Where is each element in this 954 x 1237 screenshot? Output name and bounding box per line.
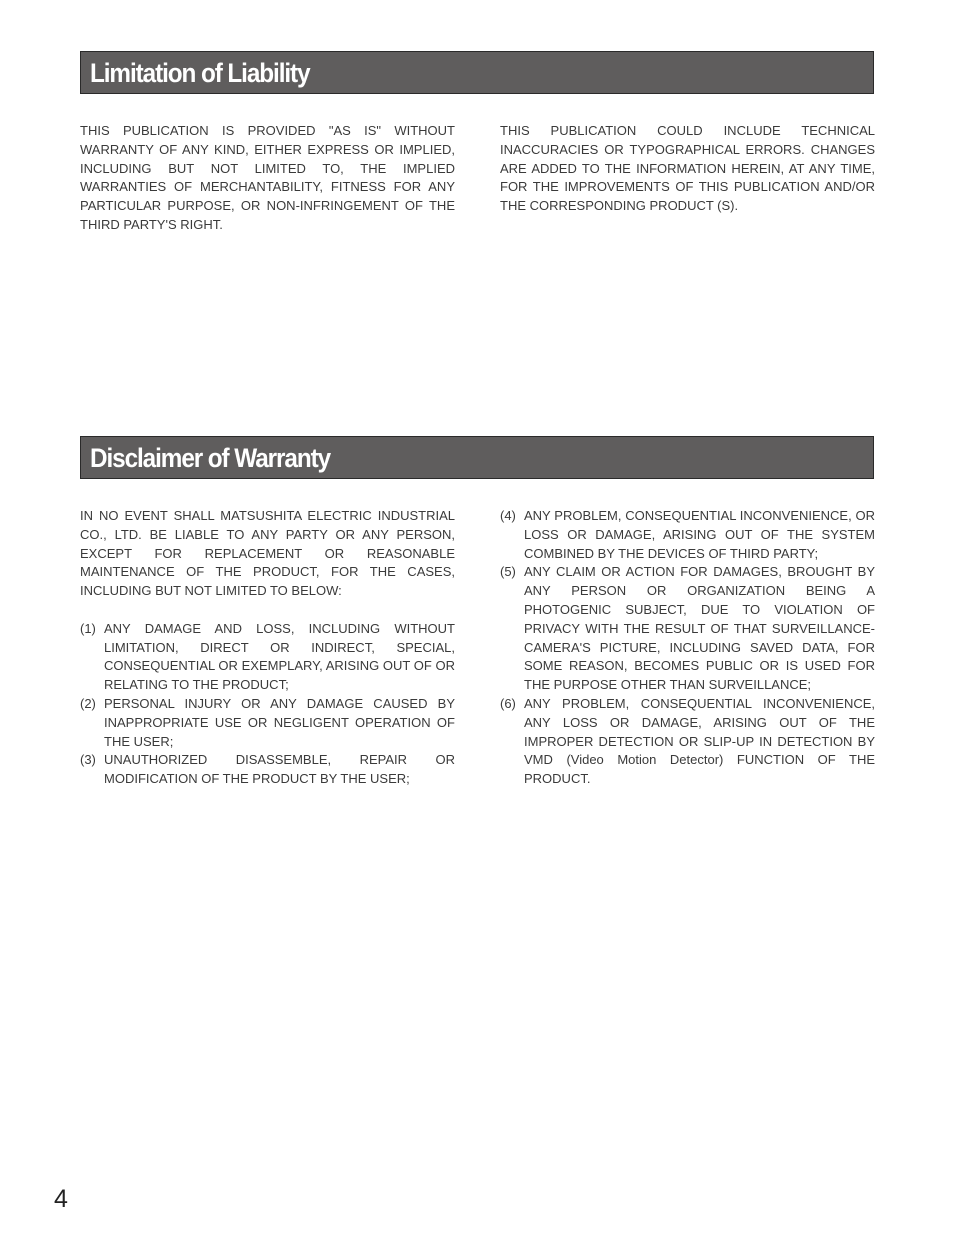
page-number: 4 [54, 1185, 68, 1213]
disclaimer-intro: IN NO EVENT SHALL MATSUSHITA ELECTRIC INDUSTRIAL CO., LTD. BE LIABLE TO ANY PARTY OR ANY PERSON, EXCEPT FOR REPLACEMENT OR REASONABLE MAINTENANCE OF THE PRODUCT, FOR THE CASES, INCLUDING BUT NOT LIMITED TO BELOW: [80, 508, 455, 599]
disclaimer-heading: Disclaimer of Warranty [90, 443, 331, 473]
liability-left-column [80, 122, 455, 235]
disclaimer-heading-bar [80, 436, 874, 479]
list-item [80, 751, 455, 789]
list-item-number: (2) [80, 695, 96, 711]
list-item [80, 620, 455, 695]
list-item-number: (3) [80, 752, 96, 768]
disclaimer-right-column [500, 507, 875, 789]
liability-right-column [500, 122, 875, 216]
list-item-number: (1) [80, 620, 96, 636]
list-item-text: PERSONAL INJURY OR ANY DAMAGE CAUSED BY INAPPROPRIATE USE OR NEGLIGENT OPERATION OF THE USER; [104, 695, 455, 749]
list-item-number: (4) [500, 508, 516, 523]
liability-heading-bar [80, 51, 874, 94]
list-item-text: ANY DAMAGE AND LOSS, INCLUDING WITHOUT LIMITATION, DIRECT OR INDIRECT, SPECIAL, CONSEQUENTIAL OR EXEMPLARY, ARISING OUT OF OR RELATING TO THE PRODUCT; [104, 620, 455, 693]
liability-heading: Limitation of Liability [90, 58, 310, 88]
list-item-number: (5) [500, 564, 516, 580]
disclaimer-list-left [80, 620, 455, 789]
list-item [500, 507, 875, 563]
list-item-text: ANY PROBLEM, CONSEQUENTIAL INCONVENIENCE, ANY LOSS OR DAMAGE, ARISING OUT OF THE IMPROPER DETECTION OR SLIP-UP IN DETECTION BY VMD (Video Motion Detector) FUNCTION OF THE PRODUCT. [524, 695, 875, 787]
disclaimer-left-column [80, 507, 455, 789]
list-item-text: ANY PROBLEM, CONSEQUENTIAL INCONVENIENCE, OR LOSS OR DAMAGE, ARISING OUT OF THE SYSTEM COMBINED BY THE DEVICES OF THIRD PARTY; [524, 508, 875, 561]
liability-right-paragraph: THIS PUBLICATION COULD INCLUDE TECHNICAL INACCURACIES OR TYPOGRAPHICAL ERRORS. CHANGES ARE ADDED TO THE INFORMATION HEREIN, AT ANY TIME, FOR THE IMPROVEMENTS OF THIS PUBLICATION AND/OR THE CORRESPONDING PRODUCT (S). [500, 123, 875, 214]
list-item [500, 695, 875, 789]
list-item [500, 563, 875, 695]
list-item [80, 695, 455, 751]
list-item-text: UNAUTHORIZED DISASSEMBLE, REPAIR OR MODIFICATION OF THE PRODUCT BY THE USER; [104, 752, 455, 787]
liability-left-paragraph: THIS PUBLICATION IS PROVIDED "AS IS" WITHOUT WARRANTY OF ANY KIND, EITHER EXPRESS OR IMPLIED, INCLUDING BUT NOT LIMITED TO, THE IMPLIED WARRANTIES OF MERCHANTABILITY, FITNESS FOR ANY PARTICULAR PURPOSE, OR NON-INFRINGEMENT OF THE THIRD PARTY'S RIGHT. [80, 123, 455, 232]
list-item-number: (6) [500, 695, 516, 711]
disclaimer-list-right [500, 507, 875, 789]
list-item-text: ANY CLAIM OR ACTION FOR DAMAGES, BROUGHT BY ANY PERSON OR ORGANIZATION BEING A PHOTOGENIC SUBJECT, DUE TO VIOLATION OF PRIVACY WITH THE RESULT OF THAT SURVEILLANCE-CAMERA'S PICTURE, INCLUDING SAVED DATA, FOR SOME REASON, BECOMES PUBLIC OR IS USED FOR THE PURPOSE OTHER THAN SURVEILLANCE; [524, 564, 875, 693]
